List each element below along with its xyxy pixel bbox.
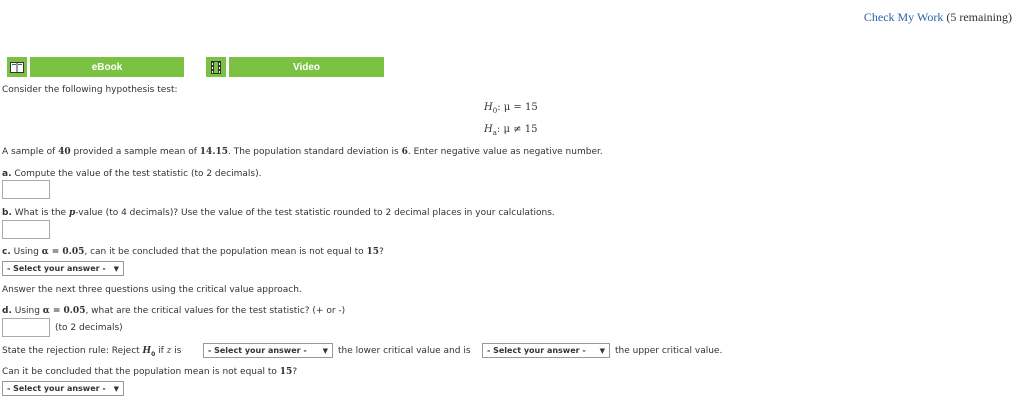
- critical-value-instruction: Answer the next three questions using the critical value approach.: [2, 285, 302, 295]
- critical-value-input[interactable]: [2, 318, 50, 337]
- null-hypothesis: $H_0$: μ = 15: [484, 102, 538, 115]
- alternative-hypothesis: $H_a$: μ ≠ 15: [484, 124, 538, 137]
- film-icon[interactable]: [206, 57, 226, 77]
- decimals-hint: (to 2 decimals): [55, 323, 123, 333]
- rejection-rule-text: State the rejection rule: Reject $H_0$ if z is: [2, 346, 182, 358]
- check-my-work-link[interactable]: [864, 10, 1012, 25]
- dropdown-arrow-icon: ▼: [113, 384, 119, 393]
- dropdown-arrow-icon: ▼: [113, 264, 119, 273]
- conclusion-c-select[interactable]: - Select your answer - ▼: [2, 261, 124, 276]
- intro-text: Consider the following hypothesis test:: [2, 85, 178, 95]
- video-label: Video: [292, 61, 321, 73]
- lower-critical-select[interactable]: - Select your answer - ▼: [203, 343, 333, 358]
- p-value-input[interactable]: [2, 220, 50, 239]
- video-button[interactable]: [229, 57, 384, 77]
- dropdown-arrow-icon: ▼: [322, 346, 328, 355]
- question-c: c. Using α = 0.05, can it be concluded that the population mean is not equal to 15?: [2, 247, 384, 257]
- conclusion-d-select[interactable]: - Select your answer - ▼: [2, 381, 124, 396]
- ebook-label: eBook: [91, 61, 123, 73]
- problem-statement: A sample of 40 provided a sample mean of 14.15. The population standard deviation is 6. Enter negative value as negative number.: [2, 147, 603, 157]
- book-icon[interactable]: [7, 57, 27, 77]
- question-b: b. What is the p-value (to 4 decimals)? Use the value of the test statistic rounded to 2 decimal places in your calculations.: [2, 208, 555, 218]
- upper-critical-select[interactable]: - Select your answer - ▼: [482, 343, 610, 358]
- check-my-work-label[interactable]: Check My Work: [863, 10, 944, 24]
- lower-critical-text: the lower critical value and is: [338, 346, 471, 356]
- question-a: a. Compute the value of the test statistic (to 2 decimals).: [2, 169, 262, 179]
- dropdown-arrow-icon: ▼: [599, 346, 605, 355]
- test-statistic-input[interactable]: [2, 180, 50, 199]
- ebook-button[interactable]: [30, 57, 184, 77]
- conclusion-question: Can it be concluded that the population mean is not equal to 15?: [2, 367, 298, 377]
- upper-critical-text: the upper critical value.: [615, 346, 723, 356]
- remaining-count: (5 remaining): [946, 10, 1012, 24]
- question-d: d. Using α = 0.05, what are the critical values for the test statistic? (+ or -): [2, 306, 346, 316]
